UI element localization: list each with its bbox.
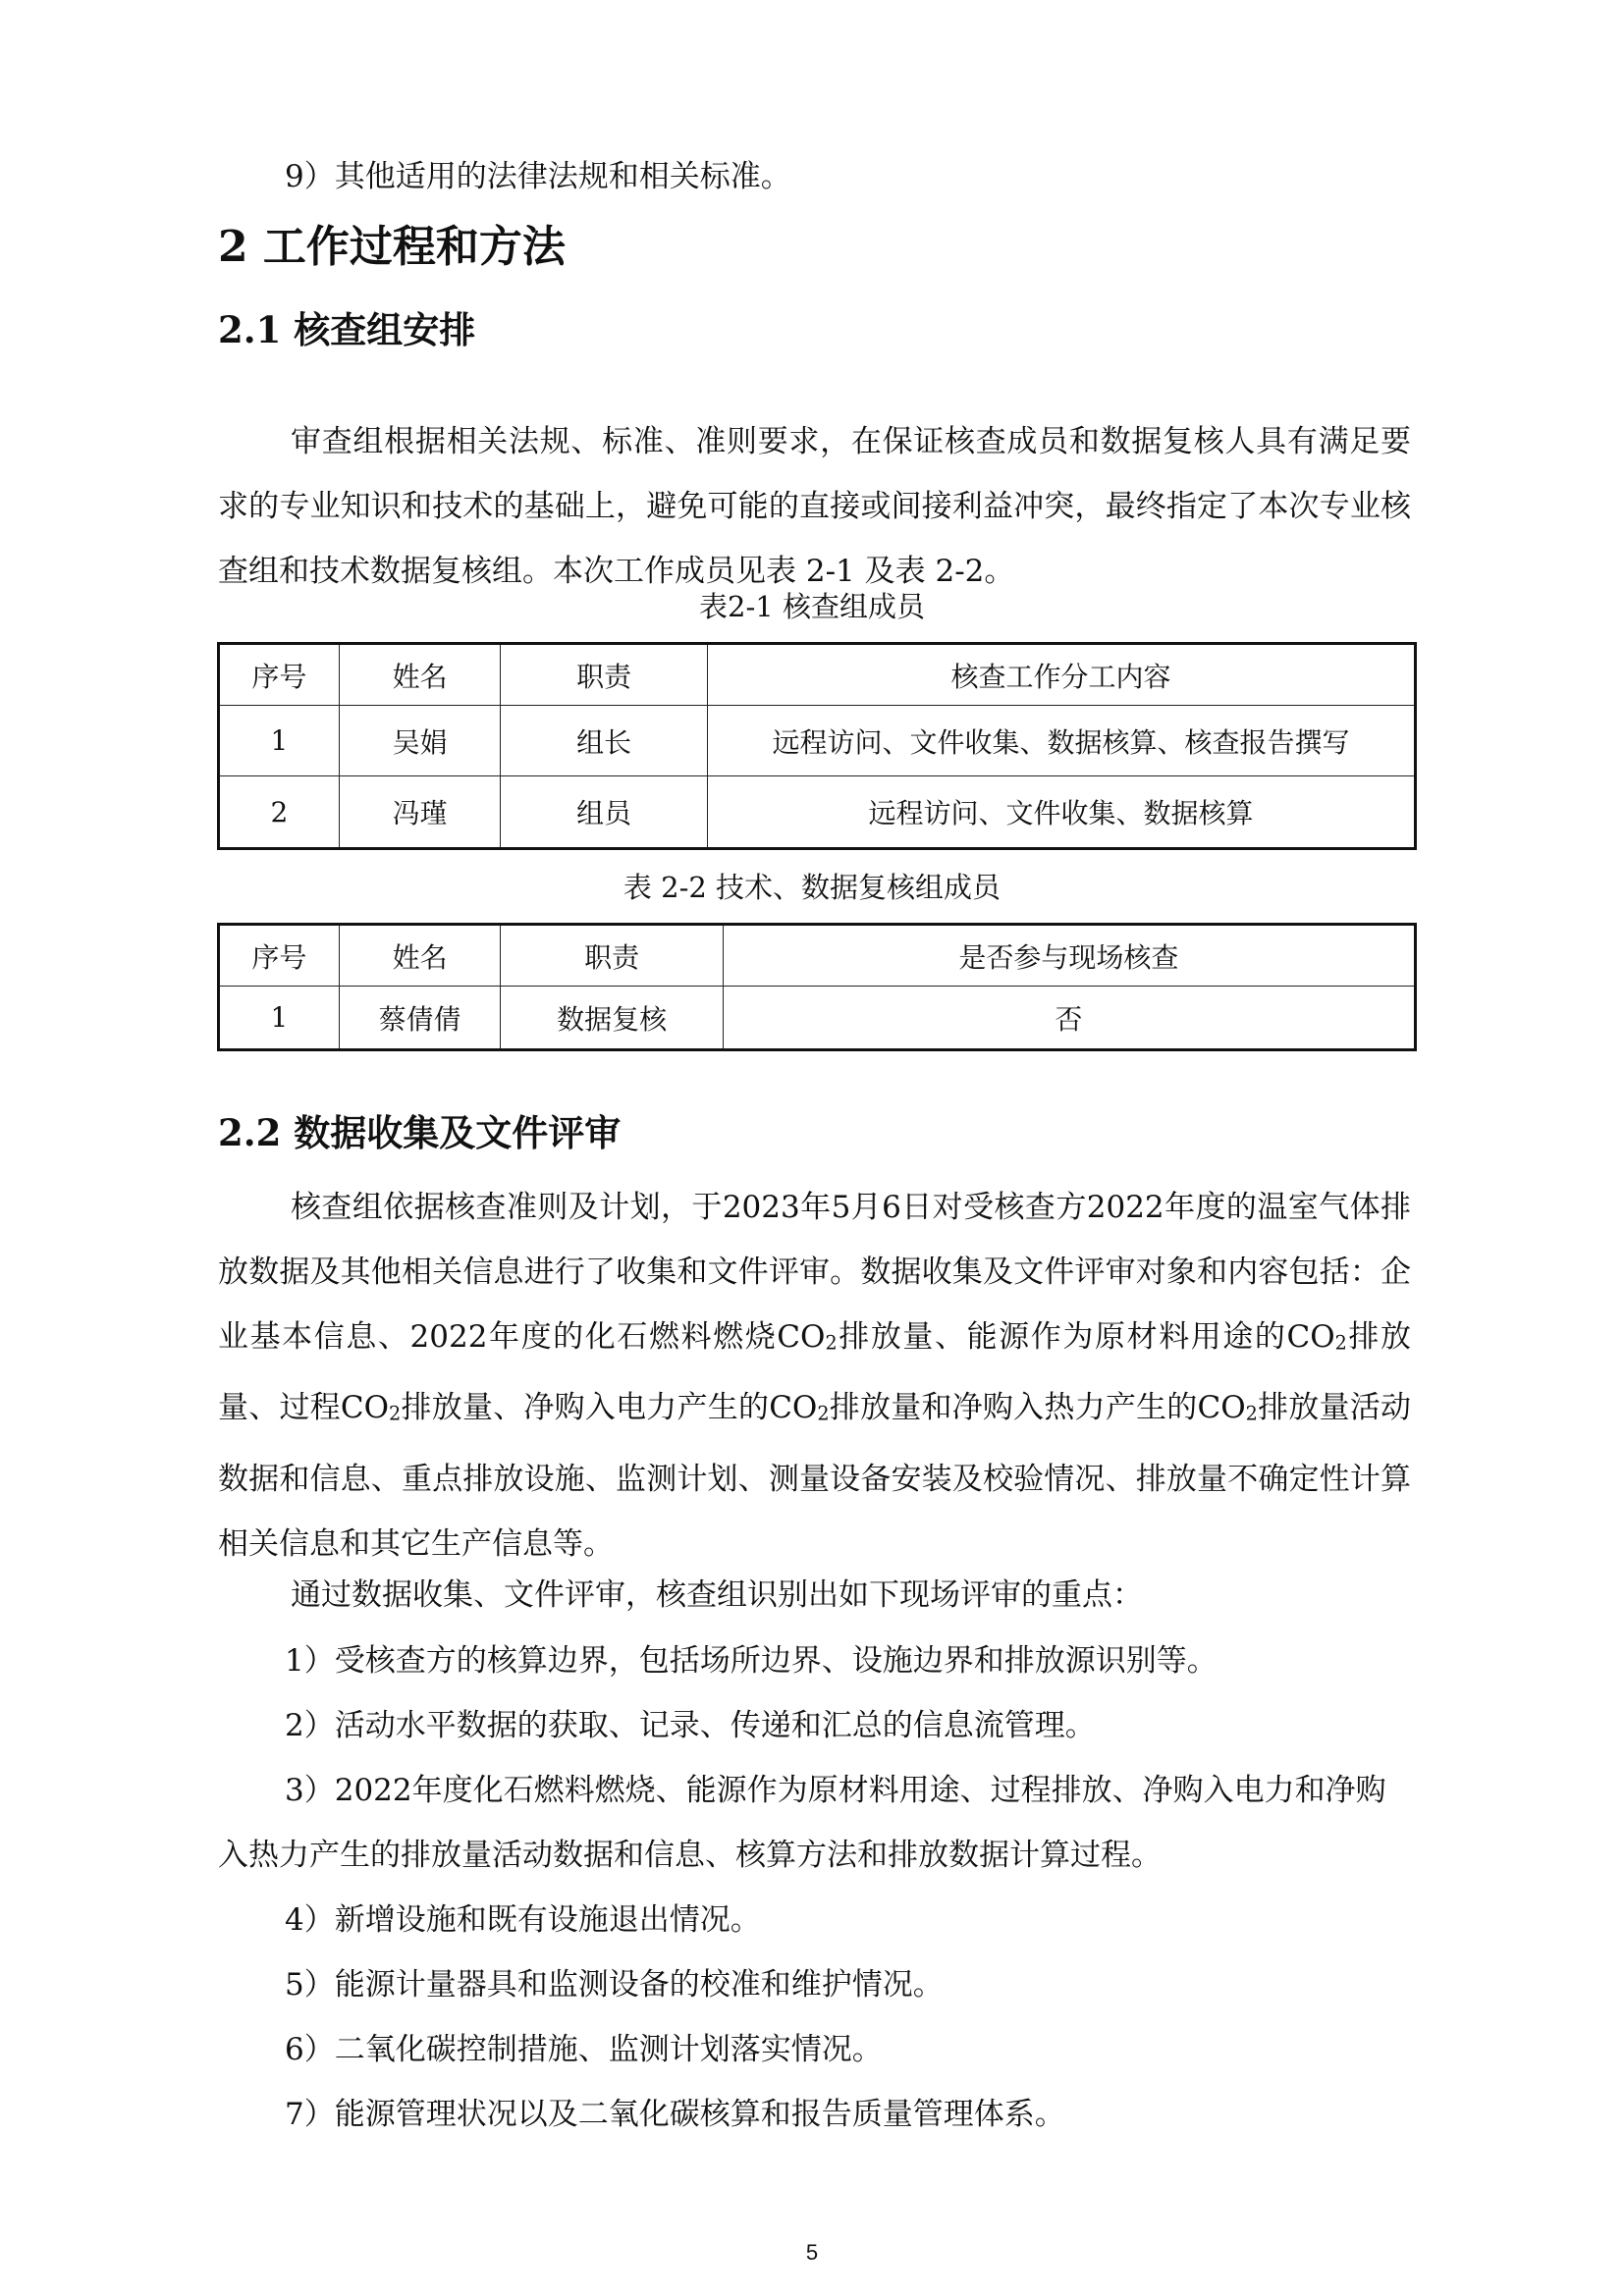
table-cell: 蔡倩倩 xyxy=(339,987,501,1050)
table-header-cell: 职责 xyxy=(501,644,708,706)
list-item: 1）受核查方的核算边界，包括场所边界、设施边界和排放源识别等。 xyxy=(285,1643,1218,1679)
review-table xyxy=(217,923,1417,1051)
table-caption: 表2-1 核查组成员 xyxy=(699,590,925,623)
list-item: 4）新增设施和既有设施退出情况。 xyxy=(285,1902,761,1938)
table-header-cell: 序号 xyxy=(219,644,340,706)
table-cell: 2 xyxy=(219,776,340,849)
table-row xyxy=(219,987,1416,1050)
table-cell: 1 xyxy=(219,987,340,1050)
table-cell: 组长 xyxy=(501,706,708,776)
table-header-cell: 姓名 xyxy=(339,925,501,987)
table-cell: 吴娟 xyxy=(339,706,501,776)
paragraph: 审查组根据相关法规、标准、准则要求，在保证核查成员和数据复核人具有满足要求的专业知识和技术的基础上，避免可能的直接或间接利益冲突，最终指定了本次专业核查组和技术数据复核组。本次工作成员见表 2-1 及表 2-2。 xyxy=(218,424,1411,589)
list-item: 5）能源计量器具和监测设备的校准和维护情况。 xyxy=(285,1967,944,2002)
table-caption: 表 2-2 技术、数据复核组成员 xyxy=(623,871,1001,904)
table-cell: 否 xyxy=(723,987,1415,1050)
table-row xyxy=(219,776,1416,849)
table-cell: 1 xyxy=(219,706,340,776)
table-row xyxy=(219,706,1416,776)
section-title: 2 工作过程和方法 xyxy=(218,222,566,272)
team-table xyxy=(217,642,1417,850)
paragraph: 通过数据收集、文件评审，核查组识别出如下现场评审的重点： xyxy=(291,1577,1143,1613)
table-header-row xyxy=(219,925,1416,987)
table-cell: 远程访问、文件收集、数据核算 xyxy=(707,776,1415,849)
list-item: 7）能源管理状况以及二氧化碳核算和报告质量管理体系。 xyxy=(285,2097,1065,2132)
list-item: 6）二氧化碳控制措施、监测计划落实情况。 xyxy=(285,2032,883,2067)
list-item: 3）2022年度化石燃料燃烧、能源作为原材料用途、过程排放、净购入电力和净购入热力产生的排放量活动数据和信息、核算方法和排放数据计算过程。 xyxy=(218,1773,1386,1873)
table-header-cell: 序号 xyxy=(219,925,340,987)
table-header-cell: 核查工作分工内容 xyxy=(707,644,1415,706)
paragraph: 核查组依据核查准则及计划，于2023年5月6日对受核查方2022年度的温室气体排放数据及其他相关信息进行了收集和文件评审。数据收集及文件评审对象和内容包括：企业基本信息、2022年度的化石燃料燃烧$CO_2$排放量、能源作为原材料用途的$CO_2$排放量、过程$CO_2$排放量、净购入电力产生的$CO_2$排放量和净购入热力产生的$CO_2$排放量活动数据和信息、重点排放设施、监测计划、测量设备安装及校验情况、排放量不确定性计算相关信息和其它生产信息等。 xyxy=(218,1190,1412,1562)
table-cell: 远程访问、文件收集、数据核算、核查报告撰写 xyxy=(707,706,1415,776)
table-header-cell: 是否参与现场核查 xyxy=(723,925,1415,987)
table-cell: 数据复核 xyxy=(501,987,723,1050)
table-header-cell: 姓名 xyxy=(339,644,501,706)
table-cell: 冯瑾 xyxy=(339,776,501,849)
list-item: 9）其他适用的法律法规和相关标准。 xyxy=(285,159,791,194)
page-number: 5 xyxy=(805,2240,819,2265)
subsection-title: 2.1 核查组安排 xyxy=(218,308,476,351)
list-item: 2）活动水平数据的获取、记录、传递和汇总的信息流管理。 xyxy=(285,1708,1096,1743)
table-header-row xyxy=(219,644,1416,706)
subsection-title: 2.2 数据收集及文件评审 xyxy=(218,1111,622,1154)
table-cell: 组员 xyxy=(501,776,708,849)
table-header-cell: 职责 xyxy=(501,925,723,987)
